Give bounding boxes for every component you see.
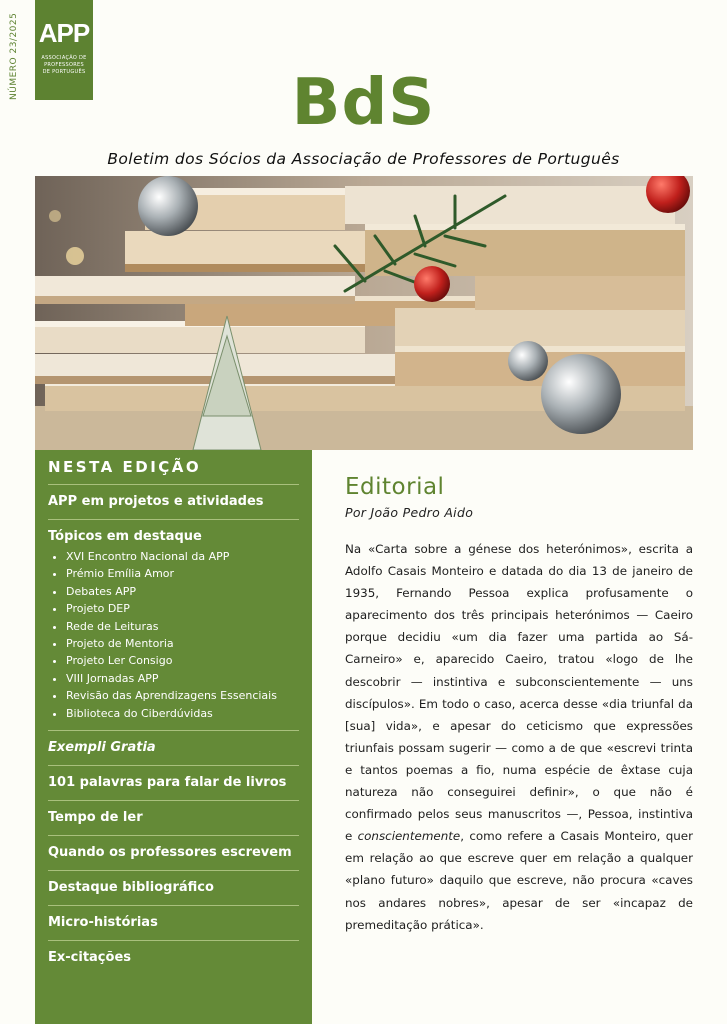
sidebar-section-ex-citacoes[interactable]: Ex-citações (48, 950, 132, 966)
topic-item[interactable]: • Rede de Leituras (66, 618, 299, 635)
sidebar-section-micro-historias[interactable]: Micro-histórias (48, 915, 158, 931)
topic-item[interactable]: • Biblioteca do Ciberdúvidas (66, 705, 299, 722)
topic-item[interactable]: • Prémio Emília Amor (66, 565, 299, 582)
editorial-body-part-1: Na «Carta sobre a génese dos heterónimos», escrita a Adolfo Casais Monteiro e datada do dia 13 de janeiro de 1935, Fernando Pessoa explica profusamente o aparecimento dos três principais heterónimos — Caeiro porque decidiu «um dia fazer uma partida ao Sá-Carneiro» e, aparecido Caeiro, tratou «logo de lhe descobrir — instintiva e subconscientemente — uns discípulos». Em todo o caso, acerca desse «dia triunfal da [sua] vida», e apesar do ceticismo que expressões triunfais possam sugerir — como a de que «escrevi trinta e tantos poemas a fio, numa espécie de êxtase cuja natureza não conseguirei definir», o que não é confirmado pelos seus manuscritos —, Pessoa, instintiva e (345, 542, 693, 844)
topic-item[interactable]: • Debates APP (66, 583, 299, 600)
topics-list (48, 548, 299, 722)
sidebar-section-professores-escrevem[interactable]: Quando os professores escrevem (48, 845, 292, 861)
editorial-body (345, 538, 693, 936)
topic-item[interactable]: • VIII Jornadas APP (66, 670, 299, 687)
editorial-author: Por João Pedro Aido (345, 505, 474, 520)
sidebar-section-destaque-bibliografico[interactable]: Destaque bibliográfico (48, 880, 214, 896)
issue-number: NÚMERO 23/2025 (9, 12, 19, 100)
sidebar-section-projects[interactable]: APP em projetos e atividades (48, 494, 264, 509)
app-logo-line-2: PROFESSORES (44, 62, 84, 68)
masthead-subtitle: Boletim dos Sócios da Associação de Professores de Português (107, 150, 620, 168)
hero-illustration (35, 176, 693, 450)
editorial-body-part-2: , como refere a Casais Monteiro, quer em relação ao que escreve quer em relação a qualquer «plano futuro» daquilo que escreve, não procura «caves nos andares nobres», apesar de ser «incapaz de premeditação prática». (345, 829, 693, 932)
sidebar-section-exempli-gratia[interactable]: Exempli Gratia (48, 740, 156, 756)
topic-item[interactable]: • Projeto Ler Consigo (66, 652, 299, 669)
app-logo-line-1: ASSOCIAÇÃO DE (41, 55, 87, 61)
sidebar-section-topics[interactable]: Tópicos em destaque (48, 529, 202, 544)
sidebar-section-101-palavras[interactable]: 101 palavras para falar de livros (48, 775, 287, 791)
topic-item[interactable]: • XVI Encontro Nacional da APP (66, 548, 299, 565)
topic-item[interactable]: • Revisão das Aprendizagens Essenciais (66, 687, 299, 704)
sidebar-heading: NESTA EDIÇÃO (48, 458, 202, 476)
editorial-body-emphasis: conscientemente (357, 829, 461, 844)
topic-item[interactable]: • Projeto DEP (66, 600, 299, 617)
hero-image (35, 176, 693, 450)
contents-sidebar (35, 450, 312, 1024)
editorial-title: Editorial (345, 474, 445, 500)
topic-item[interactable]: • Projeto de Mentoria (66, 635, 299, 652)
app-logo-text: APP (38, 18, 90, 48)
sidebar-section-tempo-de-ler[interactable]: Tempo de ler (48, 810, 143, 826)
masthead-title: BdS (291, 66, 436, 140)
app-logo-line-3: DE PORTUGUÊS (42, 69, 86, 75)
